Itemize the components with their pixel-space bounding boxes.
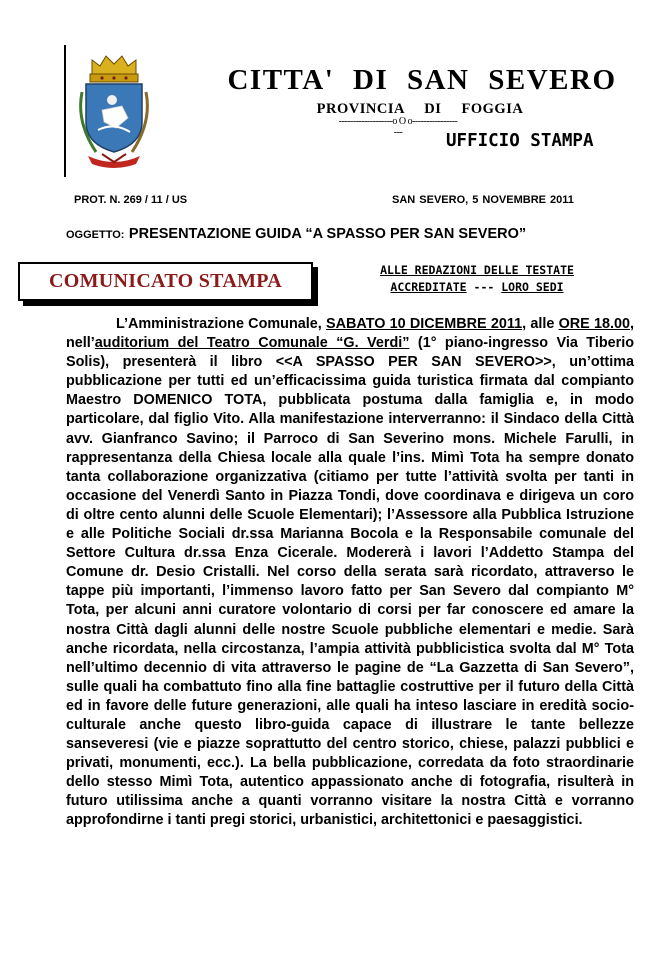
press-release-label: COMUNICATO STAMPA [48,270,283,292]
recipients-line1: ALLE REDAZIONI DELLE TESTATE [380,263,574,277]
subject-label: OGGETTO: [66,229,125,241]
title-ornament: -------------------o O o------------------- [338,116,458,138]
press-release-body [66,315,634,831]
protocol-number: PROT. N. 269 / 11 / US [74,194,188,206]
body-intro: L’Amministrazione Comunale, [116,316,326,332]
place-date: SAN SEVERO, 5 NOVEMBRE 2011 [392,194,574,206]
event-venue: auditorium del Teatro Comunale “G. Verdi” [94,335,410,352]
recipients-separator: --- [473,280,495,294]
subject-text: PRESENTAZIONE GUIDA “A SPASSO PER SAN SEVERO” [128,226,527,242]
press-label-box [18,262,313,301]
recipients-block [328,262,626,296]
city-title: CITTA' DI SAN SEVERO [227,64,617,96]
province-subtitle: PROVINCIA DI FOGGIA [316,101,524,117]
body-connector-1: , alle [522,316,559,332]
recipients-accredited: ACCREDITATE [390,280,467,294]
city-coat-of-arms-icon [72,52,156,172]
recipients-line2 [328,279,626,296]
header-rule [64,45,66,177]
recipients-seats: LORO SEDI [501,280,564,294]
event-time: ORE 18.00 [558,316,631,332]
event-date: SABATO 10 DICEMBRE 2011 [325,316,523,332]
body-main-text: (1° piano-ingresso Via Tiberio Solis), presenterà il libro <<A SPASSO PER SAN SEVERO>>, un’ottima pubblicazione per tutti ed un’efficacissima guida turistica firmata dal compianto Maestro DOMENICO TOTA, pubblicata postuma dalla famiglia e, in modo particolare, dal figlio Vito. Alla manifestazione interverranno: il Sindaco della Città avv. Gianfranco Savino; il Parroco di San Severino mons. Michele Farulli, in rappresentanza della Chiesa locale alla quale l’ins. Mimì Tota ha sempre donato tanta collaborazione organizzativa (citiamo per tutte l’attività svolta per tanti in occasione del Venerdì Santo in Piazza Tondi, dove coordinava e dirigeva un coro di oltre cento alunni delle Scuole Elementari); l’Assessore alla Pubblica Istruzione e alle Politiche Sociali dr.ssa Marianna Bocola e la Responsabile comunale del Settore Cultura dr.ssa Enza Cicerale. Modererà i lavori l’Addetto Stampa del Comune dr. Desio Cristalli. Nel corso della serata sarà ricordato, attraverso le tappe più importanti, l’immenso lavoro fatto per San Severo dal compianto M° Tota, per alcuni anni curatore volontario di corsi per far conoscere ed amare la nostra Città dagli alunni delle nostre Scuole pubbliche elementari e medie. Sarà anche ricordata, nella circostanza, l’ampia attività pubblicistica svolta dal M° Tota nell’ultimo decennio di vita attraverso le pagine de “La Gazzetta di San Severo”, sulle quali ha combattuto fino alla fine battaglie costruttive per il futuro della Città ed in favore delle future generazioni, alle quali ha inteso lasciare in eredità socio-culturale anche questo libro-guida capace di illustrare le tante bellezze sanseveresi (vie e piazze soprattutto del centro storico, chiese, palazzi pubblici e privati, monumenti, ecc.). La bella pubblicazione, corredata da foto straordinarie dello stesso Mimì Tota, autentico appassionato anche di fotografia, risulterà in futuro utilissima anche a quanti vorranno visitare la nostra Città e vorranno approfondirne i tanti pregi storici, urbanistici, architettonici e paesaggistici. [66,335,634,829]
subject-line [66,225,526,243]
body-connector-2: , nell’ [66,316,635,352]
office-name: UFFICIO STAMPA [446,131,594,151]
